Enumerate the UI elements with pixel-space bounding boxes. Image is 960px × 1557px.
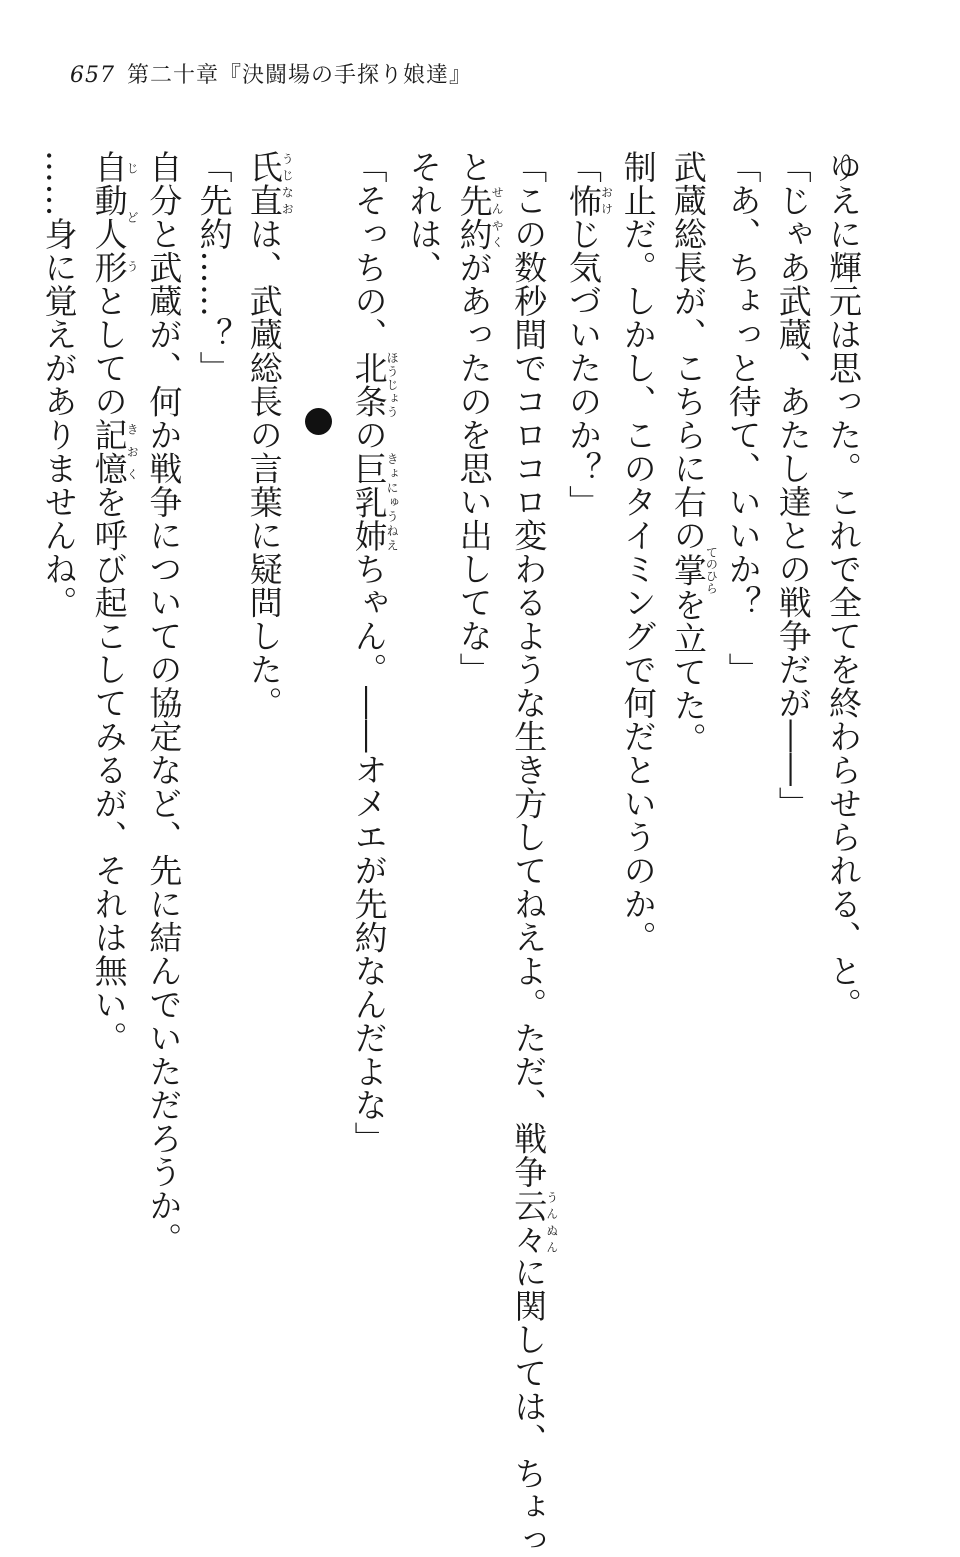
ruby-word: [245, 150, 284, 217]
line-segment: 」: [724, 653, 763, 687]
ruby-reading: ほうじょう: [385, 351, 399, 418]
ruby-base: 北条: [350, 351, 389, 418]
text-line: [558, 150, 613, 1350]
section-break: [293, 150, 343, 1350]
running-header: [70, 58, 472, 89]
ruby-reading: おけ: [599, 184, 613, 218]
line-segment: に関しては、ちょっ: [509, 1256, 548, 1557]
ruby-reading: うんぬん: [545, 1189, 559, 1256]
text-line: [343, 150, 398, 1350]
ruby-word: [509, 1189, 548, 1256]
line-segment: 「この数秒間でコロコロ変わるような生き方してねえよ。ただ、戦争: [509, 150, 548, 1189]
line-segment: としての: [90, 284, 129, 418]
text-line: [503, 150, 558, 1350]
ruby-word: [669, 552, 708, 588]
ruby-base: 掌: [669, 546, 708, 594]
section-break-dot-icon: [305, 408, 332, 435]
line-segment: 「: [564, 150, 603, 184]
ruby-word: [564, 184, 603, 218]
ruby-reading: きおく: [125, 418, 139, 485]
ruby-reading: せんやく: [490, 184, 504, 251]
ruby-reading: きょにゅうねえ: [385, 452, 399, 553]
line-segment: は、武蔵総長の言葉に疑問した。: [245, 217, 284, 720]
text-line: [83, 150, 138, 1350]
ruby-base: 云々: [509, 1189, 548, 1256]
line-segment: じ気づいたのか？」: [564, 217, 603, 519]
ruby-base: 氏直: [245, 150, 284, 217]
text-line: [239, 150, 294, 1350]
chapter-title: 第二十章『決闘場の手探り娘達』: [127, 63, 472, 88]
line-segment: を呼び起こしてみるが、それは無い。: [90, 485, 129, 1055]
text-line: 「先約……？」: [188, 150, 238, 1350]
text-line: [663, 150, 718, 1350]
line-segment: ちゃん。――オメエが先約なんだよな」: [350, 552, 389, 1155]
text-line: 「じゃあ武蔵、あたし達との戦争だが――」: [768, 150, 818, 1350]
line-segment: 武蔵総長が、こちらに右の: [669, 150, 708, 552]
ruby-base: 巨乳姉: [350, 452, 389, 553]
line-segment: があったのを思い出してな」: [455, 251, 494, 687]
text-line: ゆえに輝元は思った。これで全てを終わらせられる、と。: [818, 150, 868, 1350]
ruby-base: 自動人形: [90, 150, 129, 284]
ruby-word: [455, 184, 494, 251]
ruby-word: [90, 150, 129, 284]
ruby-base: 先約: [455, 184, 494, 251]
page-number: 657: [70, 63, 115, 88]
ruby-word: [90, 418, 129, 485]
line-segment: 「あ、ちょっと待て、いいか？: [724, 150, 763, 653]
ruby-reading: うじなお: [280, 150, 294, 217]
ruby-word: [350, 351, 389, 418]
ruby-base: 記憶: [90, 418, 129, 485]
text-line: それは、: [398, 150, 448, 1350]
text-line: [717, 150, 767, 1350]
body-text: [33, 150, 868, 1350]
ruby-reading: じどう: [125, 150, 139, 284]
line-segment: を立てた。: [669, 588, 708, 756]
text-line: 自分と武蔵が、何か戦争についての協定など、先に結んでいただろうか。: [138, 150, 188, 1350]
text-line: ……身に覚えがありませんね。: [33, 150, 83, 1350]
line-segment: 「そっちの、: [350, 150, 389, 351]
line-segment: と: [455, 150, 494, 184]
ruby-word: [350, 452, 389, 553]
line-segment: の: [350, 418, 389, 452]
text-line: [448, 150, 503, 1350]
ruby-reading: てのひら: [704, 546, 718, 594]
ruby-base: 怖: [564, 184, 603, 218]
text-line: 制止だ。しかし、このタイミングで何だというのか。: [612, 150, 662, 1350]
